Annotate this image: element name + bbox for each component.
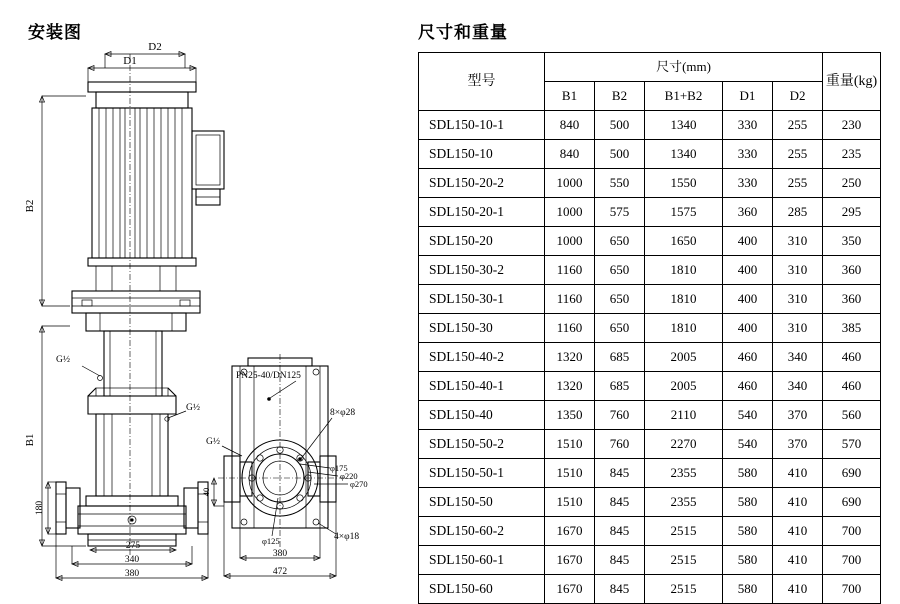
table-row	[419, 314, 881, 343]
cell-sum: 2005	[645, 343, 723, 372]
label-d1: D1	[123, 55, 137, 67]
cell-sum: 2355	[645, 459, 723, 488]
cell-model: SDL150-10	[419, 140, 545, 169]
cell-weight: 235	[823, 140, 881, 169]
cell-weight: 560	[823, 401, 881, 430]
cell-sum: 2355	[645, 488, 723, 517]
label-bolt-small: 4×φ18	[334, 532, 360, 542]
label-g-half-plan: G½	[206, 437, 220, 447]
cell-b2: 845	[595, 517, 645, 546]
table-row	[419, 198, 881, 227]
label-340: 340	[124, 555, 140, 565]
label-phi-270: φ270	[350, 479, 368, 489]
cell-model: SDL150-10-1	[419, 111, 545, 140]
cell-sum: 2515	[645, 546, 723, 575]
cell-d1: 330	[723, 111, 773, 140]
header-weight: 重量(kg)	[823, 53, 881, 111]
cell-sum: 1340	[645, 140, 723, 169]
cell-b1: 1670	[545, 546, 595, 575]
label-275: 275	[125, 541, 141, 551]
cell-sum: 2515	[645, 517, 723, 546]
cell-weight: 385	[823, 314, 881, 343]
cell-d2: 310	[773, 285, 823, 314]
table-row	[419, 459, 881, 488]
cell-b1: 1000	[545, 198, 595, 227]
cell-d1: 580	[723, 459, 773, 488]
cell-d2: 255	[773, 169, 823, 198]
cell-b1: 840	[545, 140, 595, 169]
cell-b2: 500	[595, 140, 645, 169]
cell-b1: 1160	[545, 285, 595, 314]
label-g-half-mid: G½	[186, 403, 200, 413]
label-d2: D2	[148, 41, 162, 53]
cell-weight: 700	[823, 546, 881, 575]
cell-model: SDL150-60-2	[419, 517, 545, 546]
label-g-half-top: G½	[56, 355, 70, 365]
page-title-dimensions: 尺寸和重量	[418, 23, 508, 42]
cell-d2: 410	[773, 517, 823, 546]
label-b2: B2	[24, 199, 36, 213]
cell-sum: 2110	[645, 401, 723, 430]
cell-b1: 840	[545, 111, 595, 140]
cell-b1: 1320	[545, 343, 595, 372]
cell-weight: 230	[823, 111, 881, 140]
header-d1: D1	[723, 82, 773, 111]
cell-b2: 685	[595, 343, 645, 372]
cell-d2: 410	[773, 575, 823, 604]
cell-d2: 310	[773, 256, 823, 285]
cell-d2: 285	[773, 198, 823, 227]
cell-model: SDL150-40-1	[419, 372, 545, 401]
cell-d1: 360	[723, 198, 773, 227]
cell-model: SDL150-50-2	[419, 430, 545, 459]
dimensions-table-wrap	[418, 52, 880, 604]
table-row	[419, 256, 881, 285]
cell-d1: 400	[723, 314, 773, 343]
cell-d2: 310	[773, 314, 823, 343]
cell-b2: 845	[595, 459, 645, 488]
cell-d2: 340	[773, 343, 823, 372]
cell-weight: 360	[823, 256, 881, 285]
label-380-front: 380	[124, 569, 140, 579]
header-d2: D2	[773, 82, 823, 111]
cell-b1: 1670	[545, 517, 595, 546]
cell-d2: 410	[773, 546, 823, 575]
dimensions-table	[418, 52, 881, 604]
cell-b2: 650	[595, 314, 645, 343]
cell-b1: 1510	[545, 459, 595, 488]
header-dimensions-group: 尺寸(mm)	[545, 53, 823, 82]
cell-b2: 650	[595, 256, 645, 285]
cell-b2: 845	[595, 546, 645, 575]
label-bolt-spec: 8×φ28	[330, 408, 356, 418]
cell-d1: 540	[723, 430, 773, 459]
table-row	[419, 285, 881, 314]
cell-d1: 580	[723, 575, 773, 604]
cell-sum: 2515	[645, 575, 723, 604]
cell-b2: 650	[595, 227, 645, 256]
cell-weight: 690	[823, 459, 881, 488]
cell-b2: 575	[595, 198, 645, 227]
cell-weight: 350	[823, 227, 881, 256]
cell-b1: 1510	[545, 488, 595, 517]
cell-sum: 1810	[645, 256, 723, 285]
label-phi-220: φ220	[340, 471, 358, 481]
table-header-row-1	[419, 53, 881, 82]
cell-weight: 570	[823, 430, 881, 459]
table-row	[419, 343, 881, 372]
cell-sum: 1575	[645, 198, 723, 227]
cell-weight: 295	[823, 198, 881, 227]
cell-model: SDL150-50	[419, 488, 545, 517]
cell-model: SDL150-60	[419, 575, 545, 604]
cell-model: SDL150-20-2	[419, 169, 545, 198]
cell-d2: 370	[773, 430, 823, 459]
cell-d2: 370	[773, 401, 823, 430]
header-b2: B2	[595, 82, 645, 111]
cell-d2: 340	[773, 372, 823, 401]
plan-view	[212, 354, 349, 579]
label-472: 472	[272, 567, 288, 577]
cell-d1: 580	[723, 517, 773, 546]
cell-b1: 1670	[545, 575, 595, 604]
table-body	[419, 111, 881, 604]
cell-model: SDL150-40	[419, 401, 545, 430]
cell-b1: 1510	[545, 430, 595, 459]
cell-d1: 540	[723, 401, 773, 430]
label-phi-125: φ125	[262, 536, 280, 546]
label-phi-175: φ175	[330, 463, 348, 473]
cell-d1: 330	[723, 140, 773, 169]
cell-weight: 360	[823, 285, 881, 314]
cell-b1: 1000	[545, 169, 595, 198]
table-row	[419, 401, 881, 430]
table-row	[419, 546, 881, 575]
table-row	[419, 111, 881, 140]
table-row	[419, 227, 881, 256]
cell-sum: 1810	[645, 314, 723, 343]
cell-d2: 255	[773, 111, 823, 140]
table-row	[419, 169, 881, 198]
table-row	[419, 140, 881, 169]
page-title-installation: 安装图	[28, 23, 82, 42]
cell-b1: 1350	[545, 401, 595, 430]
cell-d1: 580	[723, 488, 773, 517]
cell-b1: 1000	[545, 227, 595, 256]
label-b1: B1	[24, 433, 36, 447]
cell-b2: 845	[595, 488, 645, 517]
cell-d1: 400	[723, 285, 773, 314]
cell-b2: 650	[595, 285, 645, 314]
table-row	[419, 430, 881, 459]
cell-b1: 1160	[545, 314, 595, 343]
cell-d2: 410	[773, 459, 823, 488]
cell-sum: 2270	[645, 430, 723, 459]
cell-model: SDL150-20-1	[419, 198, 545, 227]
cell-model: SDL150-30	[419, 314, 545, 343]
cell-b2: 685	[595, 372, 645, 401]
header-model: 型号	[419, 53, 545, 111]
table-row	[419, 517, 881, 546]
cell-b1: 1160	[545, 256, 595, 285]
cell-b2: 550	[595, 169, 645, 198]
cell-model: SDL150-30-2	[419, 256, 545, 285]
cell-b2: 760	[595, 401, 645, 430]
front-view	[40, 52, 225, 581]
cell-d2: 410	[773, 488, 823, 517]
cell-d1: 460	[723, 343, 773, 372]
table-row	[419, 575, 881, 604]
cell-weight: 690	[823, 488, 881, 517]
cell-d2: 255	[773, 140, 823, 169]
installation-drawing	[0, 36, 410, 579]
label-380-plan: 380	[272, 549, 288, 559]
cell-model: SDL150-30-1	[419, 285, 545, 314]
cell-model: SDL150-20	[419, 227, 545, 256]
cell-weight: 250	[823, 169, 881, 198]
cell-model: SDL150-60-1	[419, 546, 545, 575]
label-flange-spec: PN25-40/DN125	[236, 371, 301, 381]
cell-d1: 460	[723, 372, 773, 401]
cell-b2: 845	[595, 575, 645, 604]
label-40: 40	[201, 487, 211, 497]
cell-d1: 400	[723, 227, 773, 256]
cell-weight: 460	[823, 343, 881, 372]
cell-sum: 1650	[645, 227, 723, 256]
cell-sum: 1810	[645, 285, 723, 314]
cell-d1: 400	[723, 256, 773, 285]
cell-b2: 500	[595, 111, 645, 140]
cell-weight: 700	[823, 517, 881, 546]
table-row	[419, 372, 881, 401]
cell-model: SDL150-40-2	[419, 343, 545, 372]
cell-d2: 310	[773, 227, 823, 256]
header-b1-plus-b2: B1+B2	[645, 82, 723, 111]
cell-model: SDL150-50-1	[419, 459, 545, 488]
label-180: 180	[35, 500, 45, 516]
cell-d1: 330	[723, 169, 773, 198]
cell-sum: 2005	[645, 372, 723, 401]
cell-b1: 1320	[545, 372, 595, 401]
cell-d1: 580	[723, 546, 773, 575]
header-b1: B1	[545, 82, 595, 111]
cell-b2: 760	[595, 430, 645, 459]
cell-sum: 1340	[645, 111, 723, 140]
cell-weight: 700	[823, 575, 881, 604]
cell-sum: 1550	[645, 169, 723, 198]
cell-weight: 460	[823, 372, 881, 401]
table-row	[419, 488, 881, 517]
